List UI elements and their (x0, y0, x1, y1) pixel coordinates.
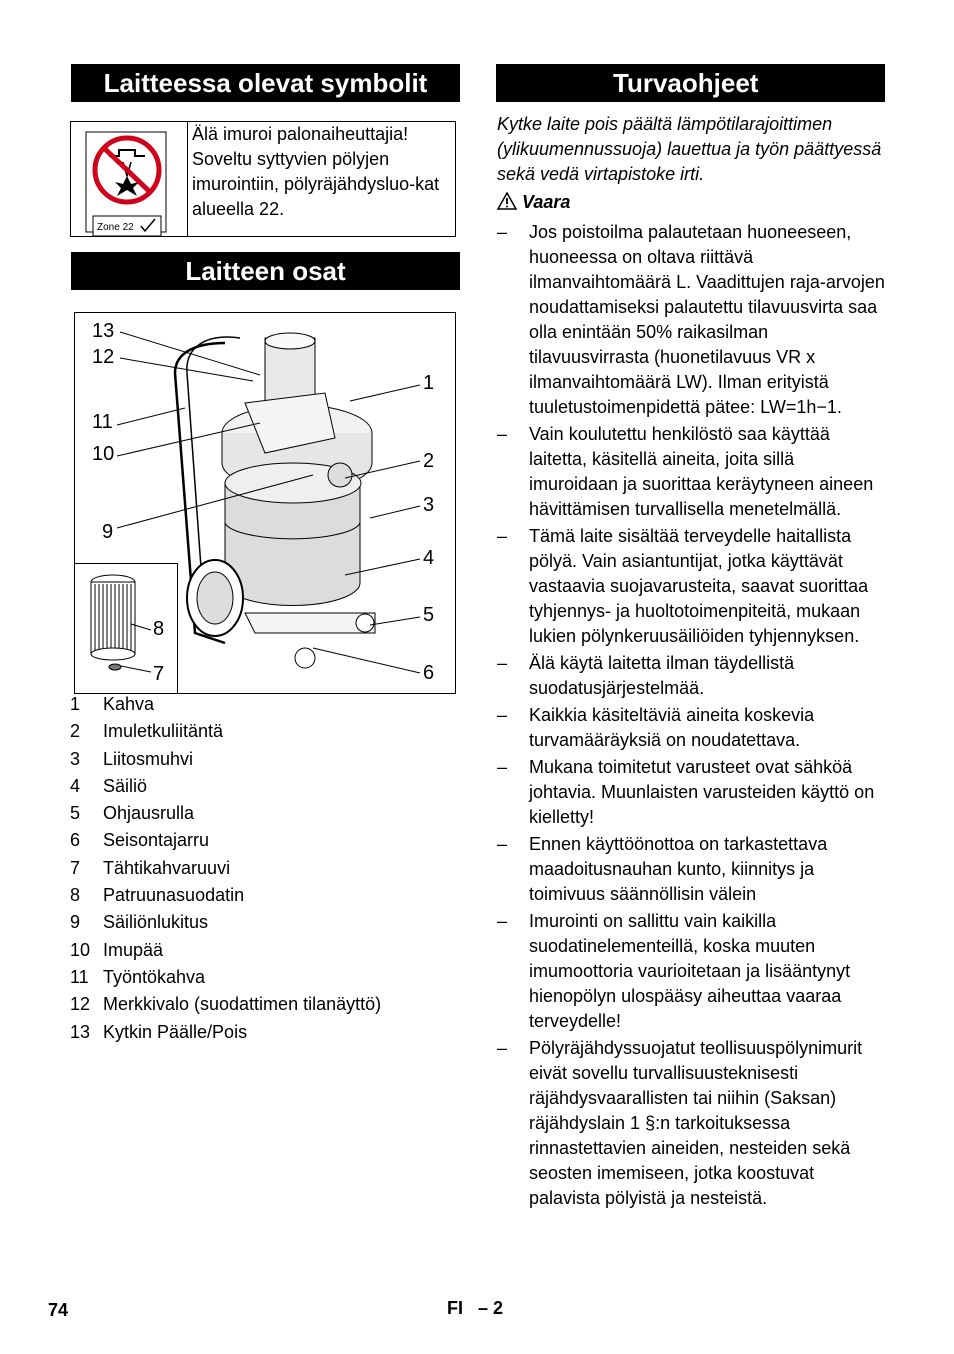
bullet-text: Imurointi on sallittu vain kaikilla suodatinelementeillä, koska muuten imumoottoria vaurioitetaan ja lisääntynyt hienopölyn ulospääsy aiheuttaa vaaraa terveydelle! (529, 911, 851, 1031)
safety-intro: Kytke laite pois päältä lämpötilarajoittimen (ylikuumennussuoja) lauettua ja työn päättyessä sekä vedä virtapistoke irti. (497, 114, 882, 184)
part-number: 6 (70, 830, 81, 851)
callout-7: 7 (153, 663, 165, 685)
part-number: 2 (70, 721, 81, 742)
symbol-icon-cell (71, 122, 188, 236)
callout-5: 5 (423, 604, 435, 626)
callout-9: 9 (102, 521, 114, 543)
part-number: 5 (70, 803, 81, 824)
part-label: Imuletkuliitäntä (103, 721, 224, 742)
part-number: 3 (70, 748, 81, 769)
page-number: 74 (48, 1300, 69, 1320)
bullet-text: Kaikkia käsiteltäviä aineita koskevia turvamääräyksiä on noudatettava. (529, 705, 815, 750)
symbol-table (70, 121, 456, 237)
safety-bullets (497, 220, 887, 1213)
callout-8: 8 (153, 618, 165, 640)
bullet-text: Jos poistoilma palautetaan huoneeseen, huoneessa on oltava riittävä ilmanvaihtomäärä L. Vaadittujen raja-arvojen noudattamiseksi palautettu tilavuusvirta saa olla enintään 50% raikasilman tilavuusvirrasta (huonetilavuus VR x ilmanvaihtomäärä LW). Ilman erityistä tuuletustoimenpidettä pätee: LW=1h−1. (529, 222, 885, 417)
list-item (70, 883, 460, 910)
device-figure (74, 312, 456, 694)
part-label: Imupää (103, 939, 164, 960)
list-item: – Pölyräjähdyssuojatut teollisuuspölynimurit eivät sovellu turvallisuusteknisesti räjähdysvaarallisten tai niihin (Saksan) räjähdyslain 1 §:n tarkoituksessa rinnastettavien aineiden, nesteiden sekä seosten imemiseen, jotka koostuvat palavista pölyistä ja nesteistä. (497, 1036, 887, 1211)
part-label: Liitosmuhvi (103, 748, 194, 769)
callout-11: 11 (92, 411, 113, 433)
callout-2: 2 (423, 450, 435, 472)
warning-triangle-icon (497, 192, 517, 210)
list-item (70, 938, 460, 965)
part-label: Kytkin Päälle/Pois (103, 1021, 248, 1042)
callout-4: 4 (423, 547, 435, 569)
list-item: – Ennen käyttöönottoa on tarkastettava maadoitusnauhan kunto, kiinnitys ja toimivuus säännöllisin välein (497, 832, 887, 907)
list-item (70, 801, 460, 828)
list-item (70, 856, 460, 883)
callout-12: 12 (92, 346, 115, 368)
zone-label: Zone 22 (97, 222, 134, 233)
list-item (70, 719, 460, 746)
part-number: 1 (70, 694, 81, 714)
parts-heading: Laitteen osat (71, 252, 460, 290)
list-item: – Vain koulutettu henkilöstö saa käyttää laitetta, käsitellä aineita, joita sillä imuroidaan ja suorittaa keräytyneen aineen hävittämisen turvallisella menetelmällä. (497, 422, 887, 522)
parts-list (70, 692, 460, 1047)
part-label: Merkkivalo (suodattimen tilanäyttö) (103, 994, 382, 1015)
no-ignition-source-icon (71, 122, 187, 236)
callout-6: 6 (423, 662, 435, 684)
list-item (70, 1020, 460, 1047)
bullet-text: Ennen käyttöönottoa on tarkastettava maadoitusnauhan kunto, kiinnitys ja toimivuus säännöllisin välein (529, 834, 828, 904)
part-number: 10 (70, 939, 91, 960)
part-label: Säiliönlukitus (103, 912, 209, 933)
list-item (70, 828, 460, 855)
symbols-heading: Laitteessa olevat symbolit (71, 64, 460, 102)
list-item: – Jos poistoilma palautetaan huoneeseen, huoneessa on oltava riittävä ilmanvaihtomäärä L. Vaadittujen raja-arvojen noudattamiseksi palautettu tilavuusvirta saa olla enintään 50% raikasilman tilavuusvirrasta (huonetilavuus VR x ilmanvaihtomäärä LW). Ilman erityistä tuuletustoimenpidettä pätee: LW=1h−1. (497, 220, 887, 420)
list-item (70, 692, 460, 719)
part-label: Kahva (103, 694, 155, 714)
bullet-text: Älä käytä laitetta ilman täydellistä suodatusjärjestelmää. (529, 653, 795, 698)
part-number: 4 (70, 775, 81, 796)
part-label: Patruunasuodatin (103, 885, 245, 906)
list-item (70, 992, 460, 1019)
list-item (70, 747, 460, 774)
callout-10: 10 (92, 443, 115, 465)
bullet-text: Vain koulutettu henkilöstö saa käyttää laitetta, käsitellä aineita, joita sillä imuroidaan ja suorittaa keräytyneen aineen hävittämisen turvallisella menetelmällä. (529, 424, 874, 519)
callout-13: 13 (92, 320, 115, 342)
language-code: FI (447, 1298, 463, 1318)
part-label: Työntökahva (103, 966, 206, 987)
symbol-text: Älä imuroi palonaiheuttajia! Soveltu syttyvien pölyjen imurointiin, pölyräjähdysluo-kat alueella 22. (192, 124, 440, 219)
list-item (70, 774, 460, 801)
list-item (70, 965, 460, 992)
list-item: – Mukana toimitetut varusteet ovat sähköä johtavia. Muunlaisten varusteiden käyttö on kielletty! (497, 755, 887, 830)
list-item: – Tämä laite sisältää terveydelle haitallista pölyä. Vain asiantuntijat, jotka käyttävät vastaavia suojavarusteita, saavat suorittaa tyhjennys- ja huoltotoimenpiteitä, mukaan lukien pölynkeruusäiliöiden tyhjennyksen. (497, 524, 887, 649)
part-label: Säiliö (103, 775, 148, 796)
part-number: 12 (70, 994, 91, 1015)
callout-3: 3 (423, 494, 435, 516)
part-number: 7 (70, 857, 81, 878)
bullet-text: Tämä laite sisältää terveydelle haitallista pölyä. Vain asiantuntijat, jotka käyttävät vastaavia suojavarusteita, saavat suorittaa tyhjennys- ja huoltotoimenpiteitä, mukaan lukien pölynkeruusäiliöiden tyhjennyksen. (529, 526, 869, 646)
warning-line (497, 190, 570, 215)
part-label: Ohjausrulla (103, 803, 195, 824)
list-item: – Älä käytä laitetta ilman täydellistä suodatusjärjestelmää. (497, 651, 887, 701)
list-item: – Imurointi on sallittu vain kaikilla suodatinelementeillä, koska muuten imumoottoria vaurioitetaan ja lisääntynyt hienopölyn ulospääsy aiheuttaa vaaraa terveydelle! (497, 909, 887, 1034)
part-number: 8 (70, 885, 81, 906)
bullet-text: Pölyräjähdyssuojatut teollisuuspölynimurit eivät sovellu turvallisuusteknisesti räjähdysvaarallisten tai niihin (Saksan) räjähdyslain 1 §:n tarkoituksessa rinnastettavien aineiden, nesteiden sekä seosten imemiseen, jotka koostuvat palavista pölyistä ja nesteistä. (529, 1038, 863, 1208)
callout-1: 1 (423, 372, 435, 394)
part-number: 9 (70, 912, 81, 933)
part-number: 13 (70, 1021, 91, 1042)
safety-heading: Turvaohjeet (496, 64, 885, 102)
list-item: – Kaikkia käsiteltäviä aineita koskevia turvamääräyksiä on noudatettava. (497, 703, 887, 753)
list-item (70, 910, 460, 937)
symbol-description (192, 122, 454, 222)
part-label: Seisontajarru (103, 830, 210, 851)
section-number: – 2 (478, 1298, 504, 1318)
warning-label: Vaara (522, 192, 571, 212)
page-footer (447, 1298, 503, 1319)
bullet-text: Mukana toimitetut varusteet ovat sähköä johtavia. Muunlaisten varusteiden käyttö on kielletty! (529, 757, 875, 827)
part-label: Tähtikahvaruuvi (103, 857, 231, 878)
part-number: 11 (70, 966, 89, 987)
